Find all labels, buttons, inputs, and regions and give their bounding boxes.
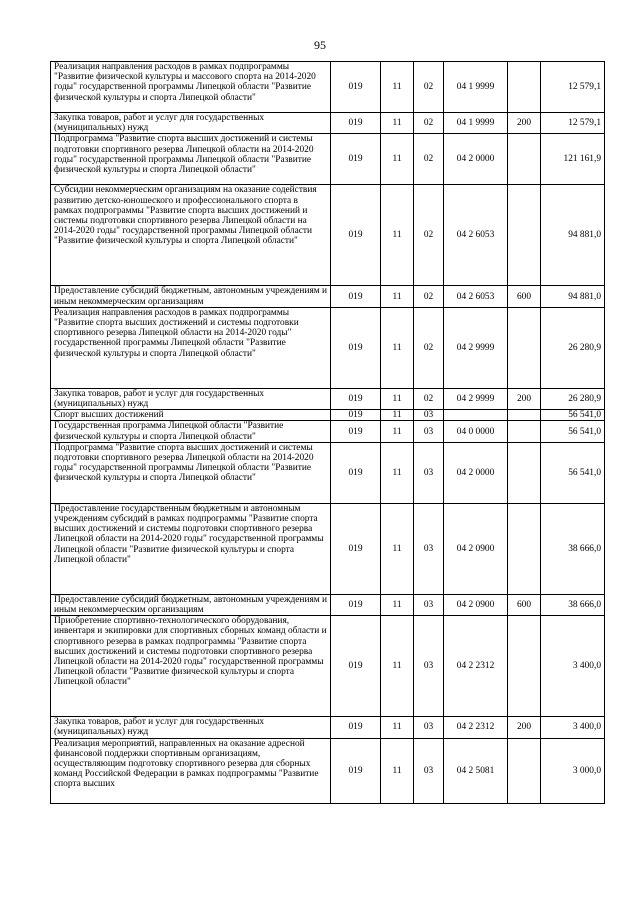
expense-type-cell: 600: [508, 594, 541, 615]
subsection-code-cell: 03: [414, 738, 444, 803]
ministry-code-cell: 019: [331, 185, 381, 286]
subsection-code-cell: 03: [414, 421, 444, 442]
subsection-code-cell: 02: [414, 134, 444, 185]
budget-table: [50, 61, 605, 804]
section-code-cell: 11: [381, 286, 414, 307]
section-code-cell: 11: [381, 421, 414, 442]
expense-type-cell: [508, 134, 541, 185]
amount-cell: 3 400,0: [541, 717, 605, 738]
expenditure-name-cell: Подпрограмма "Развитие спорта высших достижений и системы подготовки спортивного резерва Липецкой области на 2014-2020 годы" государственной программы Липецкой области "Развитие физической культуры и спорта Липецкой области": [51, 134, 331, 185]
target-article-cell: 04 0 0000: [444, 421, 508, 442]
amount-cell: 38 666,0: [541, 503, 605, 594]
subsection-code-cell: 03: [414, 594, 444, 615]
subsection-code-cell: 02: [414, 185, 444, 286]
target-article-cell: 04 2 5081: [444, 738, 508, 803]
target-article-cell: 04 2 0000: [444, 442, 508, 503]
target-article-cell: 04 2 9999: [444, 388, 508, 409]
expenditure-name-cell: Закупка товаров, работ и услуг для государственных (муниципальных) нужд: [51, 717, 331, 738]
amount-cell: 26 280,9: [541, 307, 605, 388]
expense-type-cell: 200: [508, 113, 541, 134]
expense-type-cell: [508, 410, 541, 421]
expenditure-name-cell: Закупка товаров, работ и услуг для государственных (муниципальных) нужд: [51, 388, 331, 409]
subsection-code-cell: 02: [414, 62, 444, 113]
ministry-code-cell: 019: [331, 594, 381, 615]
table-row: [51, 113, 605, 134]
target-article-cell: 04 1 9999: [444, 62, 508, 113]
table-row: [51, 286, 605, 307]
target-article-cell: 04 2 0900: [444, 503, 508, 594]
expenditure-name-cell: Государственная программа Липецкой области "Развитие физической культуры и спорта Липецкой области": [51, 421, 331, 442]
expenditure-name-cell: Закупка товаров, работ и услуг для государственных (муниципальных) нужд: [51, 113, 331, 134]
amount-cell: 121 161,9: [541, 134, 605, 185]
table-row: [51, 503, 605, 594]
table-row: [51, 616, 605, 717]
target-article-cell: 04 2 0900: [444, 594, 508, 615]
subsection-code-cell: 02: [414, 113, 444, 134]
section-code-cell: 11: [381, 185, 414, 286]
amount-cell: 56 541,0: [541, 421, 605, 442]
expenditure-name-cell: Предоставление государственным бюджетным и автономным учреждениям субсидий в рамках подпрограммы "Развитие спорта высших достижений и системы подготовки спортивного резерва Липецкой области на 2014-2020 годы" государственной программы Липецкой области "Развитие физической культуры и спорта Липецкой области": [51, 503, 331, 594]
expense-type-cell: [508, 616, 541, 717]
target-article-cell: 04 2 2312: [444, 616, 508, 717]
subsection-code-cell: 02: [414, 307, 444, 388]
ministry-code-cell: 019: [331, 616, 381, 717]
expense-type-cell: 200: [508, 717, 541, 738]
expenditure-name-cell: Предоставление субсидий бюджетным, автономным учреждениям и иным некоммерческим организациям: [51, 594, 331, 615]
expense-type-cell: [508, 307, 541, 388]
amount-cell: 94 881,0: [541, 286, 605, 307]
expenditure-name-cell: Предоставление субсидий бюджетным, автономным учреждениям и иным некоммерческим организациям: [51, 286, 331, 307]
subsection-code-cell: 03: [414, 503, 444, 594]
target-article-cell: 04 2 9999: [444, 307, 508, 388]
subsection-code-cell: 03: [414, 410, 444, 421]
expense-type-cell: [508, 503, 541, 594]
expense-type-cell: [508, 421, 541, 442]
amount-cell: 38 666,0: [541, 594, 605, 615]
ministry-code-cell: 019: [331, 113, 381, 134]
table-row: [51, 442, 605, 503]
expense-type-cell: [508, 738, 541, 803]
subsection-code-cell: 02: [414, 286, 444, 307]
expenditure-name-cell: Реализация мероприятий, направленных на оказание адресной финансовой поддержки спортивным организациям, осуществляющим подготовку спортивного резерва для сборных команд Российской Федерации в рамках подпрограммы "Развитие спорта высших: [51, 738, 331, 803]
amount-cell: 56 541,0: [541, 442, 605, 503]
expenditure-name-cell: Субсидии некоммерческим организациям на оказание содействия развитию детско-юношеского и профессионального спорта в рамках подпрограммы "Развитие спорта высших достижений и системы подготовки спортивного резерва Липецкой области на 2014-2020 годы" государственной программы Липецкой области "Развитие физической культуры и спорта Липецкой области": [51, 185, 331, 286]
ministry-code-cell: 019: [331, 738, 381, 803]
table-body: [51, 62, 605, 804]
target-article-cell: 04 2 2312: [444, 717, 508, 738]
expenditure-name-cell: Реализация направления расходов в рамках подпрограммы "Развитие физической культуры и массового спорта на 2014-2020 годы" государственной программы Липецкой области "Развитие физической культуры и спорта Липецкой области": [51, 62, 331, 113]
subsection-code-cell: 03: [414, 616, 444, 717]
ministry-code-cell: 019: [331, 717, 381, 738]
table-row: [51, 421, 605, 442]
ministry-code-cell: 019: [331, 503, 381, 594]
table-row: [51, 388, 605, 409]
amount-cell: 3 400,0: [541, 616, 605, 717]
table-row: [51, 717, 605, 738]
section-code-cell: 11: [381, 307, 414, 388]
expense-type-cell: 600: [508, 286, 541, 307]
ministry-code-cell: 019: [331, 62, 381, 113]
target-article-cell: 04 1 9999: [444, 113, 508, 134]
target-article-cell: [444, 410, 508, 421]
expense-type-cell: [508, 62, 541, 113]
amount-cell: 94 881,0: [541, 185, 605, 286]
expenditure-name-cell: Подпрограмма "Развитие спорта высших достижений и системы подготовки спортивного резерва Липецкой области на 2014-2020 годы" государственной программы Липецкой области "Развитие физической культуры и спорта Липецкой области": [51, 442, 331, 503]
table-row: [51, 134, 605, 185]
table-row: [51, 410, 605, 421]
expense-type-cell: [508, 185, 541, 286]
table-row: [51, 594, 605, 615]
expense-type-cell: [508, 442, 541, 503]
table-row: [51, 62, 605, 113]
expenditure-name-cell: Приобретение спортивно-технологического оборудования, инвентаря и экипировки для спортивных сборных команд области и спортивного резерва в рамках подпрограммы "Развитие спорта высших достижений и системы подготовки спортивного резерва Липецкой области на 2014-2020 годы" государственной программы Липецкой области "Развитие физической культуры и спорта Липецкой области": [51, 616, 331, 717]
section-code-cell: 11: [381, 503, 414, 594]
section-code-cell: 11: [381, 738, 414, 803]
table-row: [51, 307, 605, 388]
subsection-code-cell: 03: [414, 717, 444, 738]
table-row: [51, 738, 605, 803]
amount-cell: 12 579,1: [541, 113, 605, 134]
section-code-cell: 11: [381, 134, 414, 185]
target-article-cell: 04 2 6053: [444, 185, 508, 286]
section-code-cell: 11: [381, 616, 414, 717]
subsection-code-cell: 03: [414, 442, 444, 503]
amount-cell: 56 541,0: [541, 410, 605, 421]
subsection-code-cell: 02: [414, 388, 444, 409]
ministry-code-cell: 019: [331, 410, 381, 421]
section-code-cell: 11: [381, 717, 414, 738]
expense-type-cell: 200: [508, 388, 541, 409]
expenditure-name-cell: Реализация направления расходов в рамках подпрограммы "Развитие спорта высших достижений и системы подготовки спортивного резерва Липецкой области на 2014-2020 годы" государственной программы Липецкой области "Развитие физической культуры и спорта Липецкой области": [51, 307, 331, 388]
expenditure-name-cell: Спорт высших достижений: [51, 410, 331, 421]
ministry-code-cell: 019: [331, 307, 381, 388]
ministry-code-cell: 019: [331, 388, 381, 409]
amount-cell: 12 579,1: [541, 62, 605, 113]
page-number: 95: [314, 38, 326, 52]
section-code-cell: 11: [381, 594, 414, 615]
ministry-code-cell: 019: [331, 134, 381, 185]
section-code-cell: 11: [381, 62, 414, 113]
target-article-cell: 04 2 6053: [444, 286, 508, 307]
section-code-cell: 11: [381, 388, 414, 409]
section-code-cell: 11: [381, 113, 414, 134]
table-row: [51, 185, 605, 286]
section-code-cell: 11: [381, 410, 414, 421]
amount-cell: 26 280,9: [541, 388, 605, 409]
ministry-code-cell: 019: [331, 286, 381, 307]
ministry-code-cell: 019: [331, 421, 381, 442]
ministry-code-cell: 019: [331, 442, 381, 503]
target-article-cell: 04 2 0000: [444, 134, 508, 185]
amount-cell: 3 000,0: [541, 738, 605, 803]
section-code-cell: 11: [381, 442, 414, 503]
